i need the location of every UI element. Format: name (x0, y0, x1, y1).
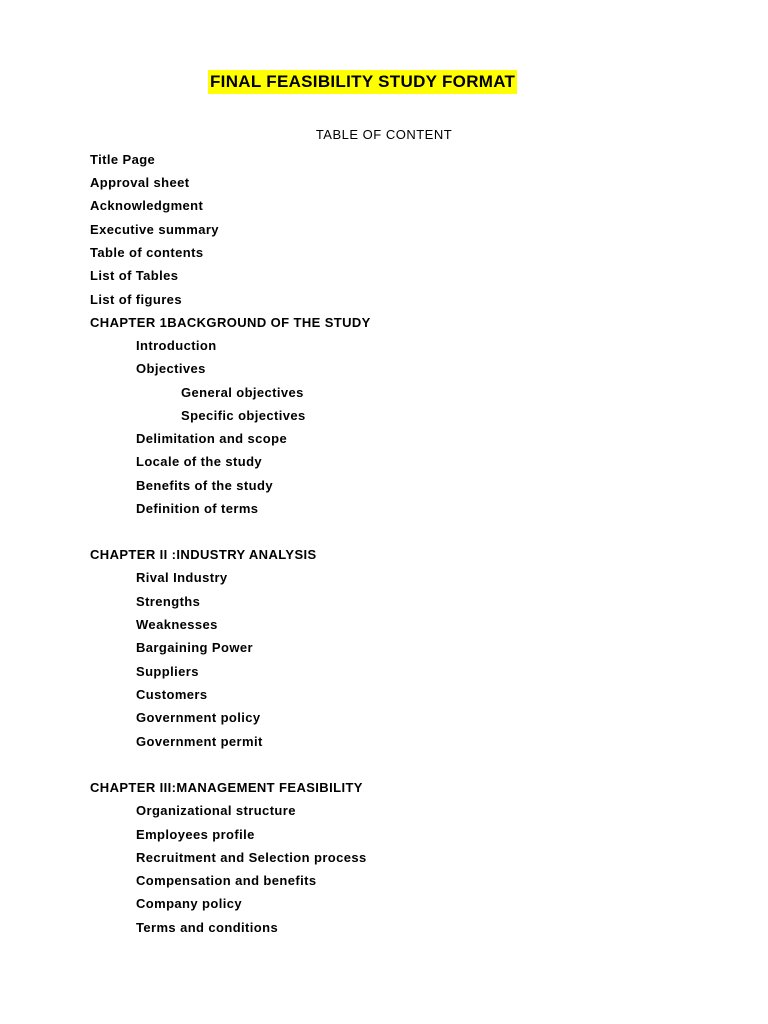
toc-entry: Title Page (90, 152, 156, 167)
toc-entry: CHAPTER III:MANAGEMENT FEASIBILITY (90, 780, 363, 795)
toc-subentry: Introduction (136, 338, 217, 353)
toc-subentry: Company policy (136, 896, 243, 911)
toc-subentry: Compensation and benefits (136, 873, 317, 888)
toc-entry: Approval sheet (90, 175, 190, 190)
toc-subentry: Recruitment and Selection process (136, 850, 367, 865)
toc-subentry: Definition of terms (136, 501, 259, 516)
toc-subentry: Objectives (136, 361, 206, 376)
toc-subentry: Organizational structure (136, 803, 296, 818)
toc-subentry: Locale of the study (136, 454, 263, 469)
toc-entry: CHAPTER 1BACKGROUND OF THE STUDY (90, 315, 371, 330)
toc-heading: TABLE OF CONTENT (315, 127, 453, 142)
toc-subentry: Strengths (136, 594, 201, 609)
toc-subsubentry: General objectives (181, 385, 304, 400)
toc-subentry: Government permit (136, 734, 263, 749)
toc-subentry: Weaknesses (136, 617, 218, 632)
toc-entry: Acknowledgment (90, 198, 204, 213)
toc-entry: CHAPTER II :INDUSTRY ANALYSIS (90, 547, 317, 562)
toc-entry: List of Tables (90, 268, 179, 283)
toc-subentry: Delimitation and scope (136, 431, 288, 446)
toc-subentry: Bargaining Power (136, 640, 253, 655)
toc-subentry: Employees profile (136, 827, 255, 842)
toc-subsubentry: Specific objectives (181, 408, 306, 423)
toc-subentry: Suppliers (136, 664, 199, 679)
toc-subentry: Government policy (136, 710, 261, 725)
toc-subentry: Benefits of the study (136, 478, 273, 493)
toc-subentry: Terms and conditions (136, 920, 279, 935)
toc-entry: Table of contents (90, 245, 204, 260)
toc-entry: Executive summary (90, 222, 219, 237)
toc-entry: List of figures (90, 292, 182, 307)
toc-subentry: Rival Industry (136, 570, 228, 585)
document-title: FINAL FEASIBILITY STUDY FORMAT (208, 70, 517, 94)
toc-subentry: Customers (136, 687, 208, 702)
